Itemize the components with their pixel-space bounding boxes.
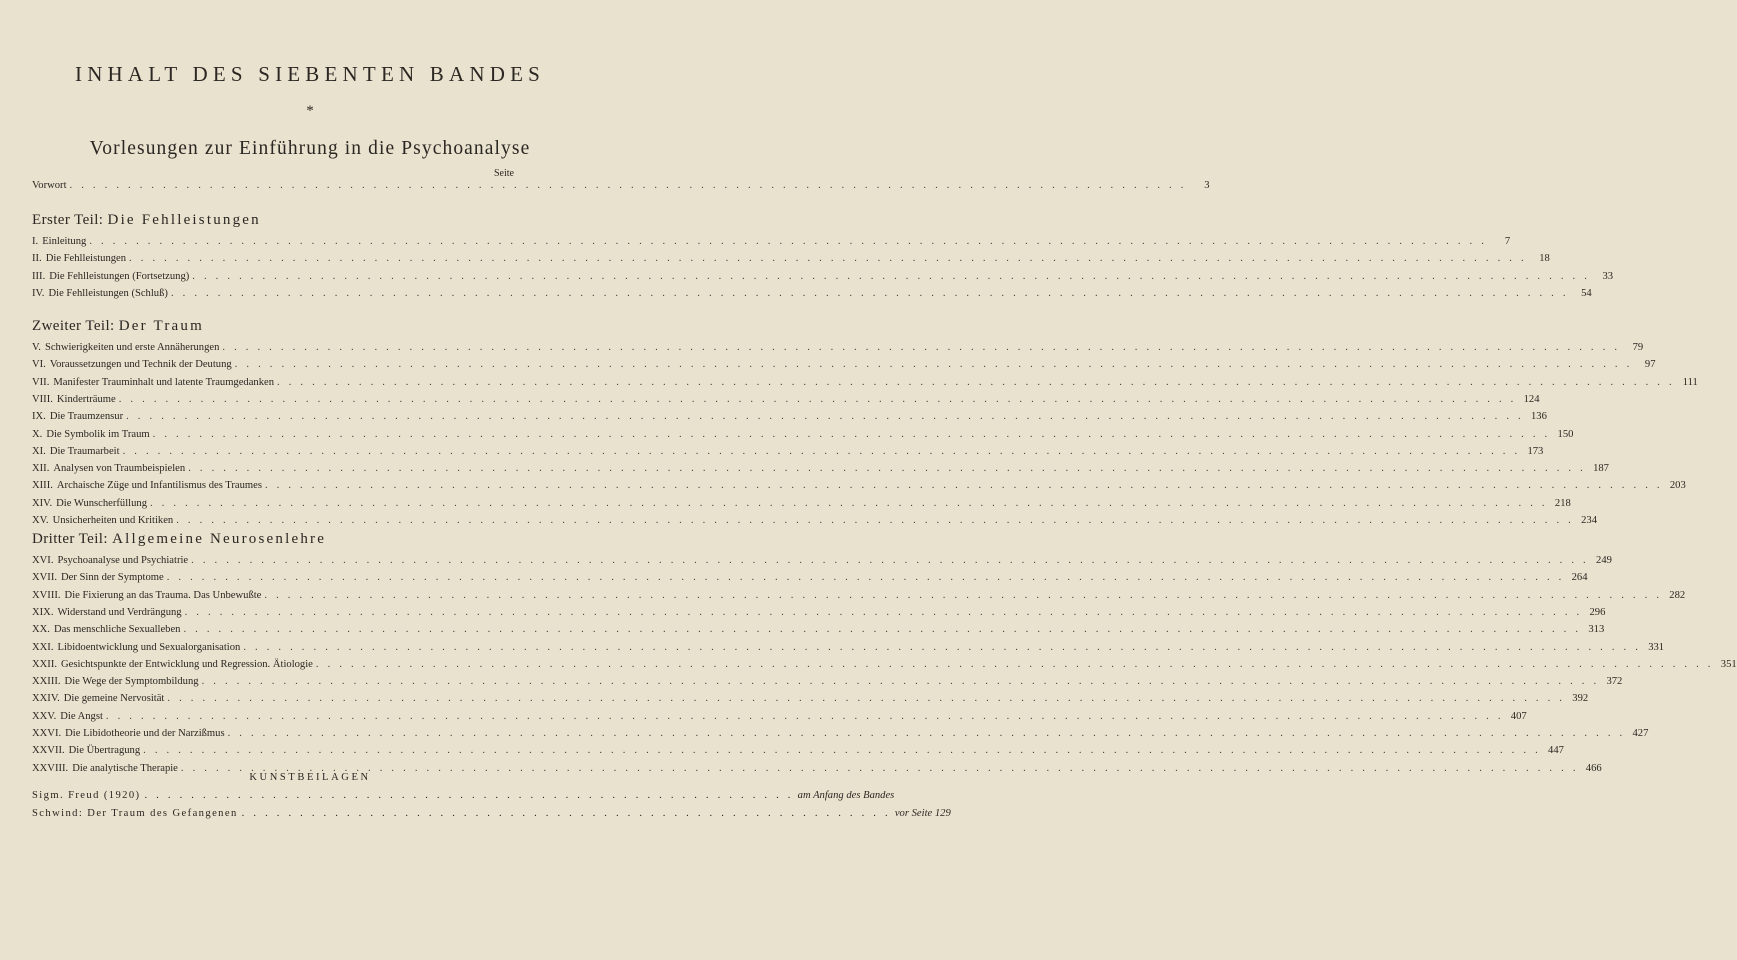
chapter-number: II.	[32, 253, 42, 265]
entry-title: Manifester Trauminhalt und latente Traumgedanken	[53, 376, 275, 388]
entry-page: 136	[1531, 411, 1547, 423]
leader-dots: . . . . . . . . . . . . . . . . . . . . . . . . . . . . . . . . . . . . . . . . . . . . . . . . . . . . . . . . . . . . . . . . . . . . . . . . . . . . . . . . . . . . . . . . . . . . . . . . . . . . . . . . . . . . . . . . . . . . . . . .	[126, 411, 1524, 423]
leader-dots: . . . . . . . . . . . . . . . . . . . . . . . . . . . . . . . . . . . . . . . . . . . . . . . . . . . . . . . . . . . . . . . . . . . . . . . . . . . . . . . . . . . . . . . . . . . . . . . . . . . . . . . . . . . . . . . . . . . . . . . .	[89, 236, 1488, 247]
entry-title: Die gemeine Nervosität	[63, 693, 165, 705]
toc-entry	[32, 555, 1612, 571]
toc-entry	[32, 658, 1737, 675]
entry-page: 111	[1682, 376, 1698, 388]
chapter-number: XXVIII.	[32, 762, 69, 774]
chapter-number: XVII.	[32, 572, 58, 584]
toc-entry	[32, 342, 1644, 358]
chapter-number: I.	[32, 236, 39, 247]
leader-dots: . . . . . . . . . . . . . . . . . . . . . . . . . . . . . . . . . . . . . . . . . . . . . . . . . . . . . . . . . . . . . . . . . . . . . . . . . . . . . . . . . . . . . . . . . . . . . . . . . . . . . . . . . . . . . . . . . . . . . . . .	[152, 428, 1551, 440]
leader-dots: . . . . . . . . . . . . . . . . . . . . . . . . . . . . . . . . . . . . . . . . . . . . . . . . . . . . . . . . . . . . . . . . . . . . . . . . . . . . . . . . . . . . . . . . . . . . . . . . . . . . . . . . . . . . . . . . . . . . . . . .	[118, 393, 1517, 405]
plate-entry	[32, 808, 951, 824]
entry-page: 372	[1606, 676, 1623, 688]
leader-dots: . . . . . . . . . . . . . . . . . . . . . . . . . . . . . . . . . . . . . . . . . . . . . . . . . . . . . . . . . . . . . . . . . . . . . . . . . . . . . . . . . . . . . . . . . . . . . . . . . . . . . . . . . . . . . . . . . . . . . . . .	[183, 624, 1582, 636]
leader-dots: . . . . . . . . . . . . . . . . . . . . . . . . . . . . . . . . . . . . . . . . . . . . . . . . . . . . . . . . . . . . . . . . . . . . . . . . . . . . . . . . . . . . . . . . . . . . . . . . . . . . . . . . . . . . . . . . . . . . . . . .	[315, 658, 1714, 670]
leader-dots: . . . . . . . . . . . . . . . . . . . . . . . . . . . . . . . . . . . . . . . . . . . . . . . . . . . . . . . .	[144, 790, 794, 801]
entry-page: 407	[1510, 710, 1527, 722]
plate-entry	[32, 790, 895, 806]
plate-label: Schwind: Der Traum des Gefangenen	[32, 808, 238, 819]
entry-title: Vorwort	[32, 180, 67, 191]
entry-title: Die Traumzensur	[49, 411, 124, 423]
chapter-number: XV.	[32, 515, 49, 526]
toc-entry	[32, 693, 1589, 709]
entry-page: 234	[1581, 515, 1597, 526]
entry-title: Psychoanalyse und Psychiatrie	[57, 555, 189, 566]
entry-title: Die Fixierung an das Trauma. Das Unbewußte	[64, 589, 262, 601]
toc-entry	[32, 745, 1564, 761]
ornament: *	[306, 103, 314, 119]
entry-page: 203	[1669, 480, 1686, 492]
entry-page: 392	[1572, 693, 1589, 705]
leader-dots: . . . . . . . . . . . . . . . . . . . . . . . . . . . . . . . . . . . . . . . . . . . . . . . . . . . . . . . . . . . . . . . . . . . . . . . . . . . . . . . . . . . . . . . . . . . . . . . . . . . . . . . . . . . . . . . . . . . . . . . .	[180, 762, 1579, 774]
chapter-number: XXIII.	[32, 676, 61, 688]
entry-title: Voraussetzungen und Technik der Deutung	[49, 359, 232, 371]
chapter-number: XIX.	[32, 606, 54, 618]
leader-dots: . . . . . . . . . . . . . . . . . . . . . . . . . . . . . . . . . . . . . . . . . . . . . . . . . . . . . . . . . . . . . . . . . . . . . . . . . . . . . . . . . . . . . . . . . . . . . . . . . . . . . . . . . . . . . . . . . . . . . . . .	[176, 515, 1574, 526]
toc-entry	[32, 428, 1574, 445]
chapter-number: III.	[32, 270, 46, 282]
entry-page: 97	[1644, 359, 1656, 371]
entry-title: Archaische Züge und Infantilismus des Traumes	[56, 480, 262, 492]
part-prefix: Zweiter Teil:	[32, 318, 115, 334]
chapter-number: XXV.	[32, 710, 57, 722]
entry-title: Gesichtspunkte der Entwicklung und Regression. Ätiologie	[61, 658, 313, 670]
part-prefix: Dritter Teil:	[32, 531, 108, 547]
entry-page: 282	[1669, 589, 1686, 601]
chapter-number: V.	[32, 342, 41, 353]
plates-heading: KUNSTBEILAGEN	[249, 772, 371, 783]
entry-page: 313	[1588, 624, 1605, 636]
entry-title: Libidoentwicklung und Sexualorganisation	[57, 641, 241, 653]
chapter-number: XI.	[32, 445, 46, 457]
toc-entry	[32, 287, 1592, 304]
plate-position: am Anfang des Bandes	[797, 790, 895, 801]
entry-page: 296	[1589, 606, 1606, 618]
entry-title: Die Fehlleistungen	[45, 253, 127, 265]
leader-dots: . . . . . . . . . . . . . . . . . . . . . . . . . . . . . . . . . . . . . . . . . . . . . . . . . . . . . . . . . . . . . . . . . . . . . . . . . . . . . . . . . . . . . . . . . . . . . . . . . . . . . . . . . . . . . . . . . . . . . . . .	[191, 555, 1589, 566]
leader-dots: . . . . . . . . . . . . . . . . . . . . . . . . . . . . . . . . . . . . . . . . . . . . . . . . . . . . . . . . . . . . . . . . . . . . . . . . . . . . . . . . . . . . . . . . . . . . . . . . . . . . . . . . . . . . . . . . . . . . . . . .	[201, 676, 1600, 688]
leader-dots: . . . . . . . . . . . . . . . . . . . . . . . . . . . . . . . . . . . . . . . . . . . . . . . . . . . . . . . . . . . . . . . . . . . . . . . . . . . . . . . . . . . . . . . . . . . . . . . . . . . . . . . . . . . . . . . . . . . . . . . .	[122, 445, 1521, 457]
entry-page: 7	[1504, 236, 1511, 247]
chapter-number: IX.	[32, 411, 46, 423]
entry-page: 54	[1581, 287, 1592, 299]
toc-entry	[32, 463, 1609, 479]
part-heading	[32, 318, 204, 335]
chapter-number: XIII.	[32, 480, 53, 492]
toc-entry	[32, 376, 1698, 393]
leader-dots: . . . . . . . . . . . . . . . . . . . . . . . . . . . . . . . . . . . . . . . . . . . . . . . . . . . . . . . . . . . . . . . . . . . . . . . . . . . . . . . . . . . . . . . . . . . . . . . . . . . . . . . . . . . . . . . . . . . . . . . .	[227, 728, 1626, 739]
entry-title: Die Symbolik im Traum	[46, 428, 150, 440]
leader-dots: . . . . . . . . . . . . . . . . . . . . . . . . . . . . . . . . . . . . . . . . . . . . . . . . . . . . . . . . . . . . . . . . . . . . . . . . . . . . . . . . . . . . . . . . . . . . . . . . . . . . . . . . . . . . . . . . . . . . . . . .	[222, 342, 1621, 353]
entry-page: 264	[1571, 572, 1588, 584]
leader-dots: . . . . . . . . . . . . . . . . . . . . . . . . . . . . . . . . . . . . . . . . . . . . . . . . . . . . . . . . . . . . . . . . . . . . . . . . . . . . . . . . . . . . . . . . . . . . . . . . . . . . . . . . . . . . . . . . . . . . . . . .	[264, 480, 1663, 492]
toc-entry	[32, 624, 1605, 640]
chapter-number: XXVII.	[32, 745, 65, 757]
toc-entry	[32, 236, 1511, 252]
entry-page: 18	[1539, 253, 1550, 265]
leader-dots: . . . . . . . . . . . . . . . . . . . . . . . . . . . . . . . . . . . . . . . . . . . . . . . . . . . . . . . . . . . . . . . . . . . . . . . . . . . . . . . . . . . . . . . . . . . . . . . .	[69, 180, 1187, 191]
page-column-label: Seite	[494, 168, 514, 179]
chapter-number: XXIV.	[32, 693, 60, 705]
entry-title: Die Fehlleistungen (Schluß)	[48, 287, 168, 299]
chapter-number: XVIII.	[32, 589, 61, 601]
entry-page: 3	[1204, 180, 1210, 191]
leader-dots: . . . . . . . . . . . . . . . . . . . . . . . . . . . . . . . . . . . . . . . . . . . . . . . . . . . . . . . . . . . . . . . . . . . . . . . . . . . . . . . . . . . . . . . . . . . . . . . . . . . . . . . . . . . . . . . . . . . . . . . .	[192, 270, 1591, 282]
entry-page: 427	[1632, 728, 1649, 739]
entry-title: Analysen von Traumbeispielen	[53, 463, 186, 475]
leader-dots: . . . . . . . . . . . . . . . . . . . . . . . . . . . . . . . . . . . . . . . . . . . . . . . . . . . . . . . . . . . . . . . . . . . . . . . . . . . . . . . . . . . . . . . . . . . . . . . . . . . . . . . . . . . . . . . . . . . . . . . .	[264, 589, 1663, 601]
entry-title: Die Angst	[60, 710, 103, 722]
part-name: Allgemeine Neurosenlehre	[112, 531, 327, 547]
entry-title: Kinderträume	[56, 393, 116, 405]
entry-page: 331	[1648, 641, 1665, 653]
toc-entry	[32, 710, 1527, 727]
toc-entry	[32, 411, 1547, 427]
leader-dots: . . . . . . . . . . . . . . . . . . . . . . . . . . . . . . . . . . . . . . . . . . . . . . . . . . . . . . . .	[241, 808, 891, 819]
chapter-number: XXI.	[32, 641, 54, 653]
work-title: Vorlesungen zur Einführung in die Psychoanalyse	[89, 138, 531, 159]
entry-title: Das menschliche Sexualleben	[53, 624, 181, 636]
entry-page: 447	[1548, 745, 1564, 757]
chapter-number: XII.	[32, 463, 50, 475]
chapter-number: VII.	[32, 376, 50, 388]
toc-entry	[32, 497, 1571, 514]
entry-title: Die analytische Therapie	[72, 762, 178, 774]
leader-dots: . . . . . . . . . . . . . . . . . . . . . . . . . . . . . . . . . . . . . . . . . . . . . . . . . . . . . . . . . . . . . . . . . . . . . . . . . . . . . . . . . . . . . . . . . . . . . . . . . . . . . . . . . . . . . . . . . . . . . . . .	[277, 376, 1675, 388]
entry-page: 79	[1632, 342, 1644, 353]
entry-title: Die Traumarbeit	[49, 445, 120, 457]
entry-title: Die Fehlleistungen (Fortsetzung)	[49, 270, 190, 282]
entry-title: Widerstand und Verdrängung	[57, 606, 182, 618]
entry-page: 33	[1602, 270, 1614, 282]
toc-entry	[32, 253, 1550, 269]
leader-dots: . . . . . . . . . . . . . . . . . . . . . . . . . . . . . . . . . . . . . . . . . . . . . . . . . . . . . . . . . . . . . . . . . . . . . . . . . . . . . . . . . . . . . . . . . . . . . . . . . . . . . . . . . . . . . . . . . . . . . . . .	[150, 497, 1548, 509]
leader-dots: . . . . . . . . . . . . . . . . . . . . . . . . . . . . . . . . . . . . . . . . . . . . . . . . . . . . . . . . . . . . . . . . . . . . . . . . . . . . . . . . . . . . . . . . . . . . . . . . . . . . . . . . . . . . . . . . . . . . . . . .	[184, 606, 1583, 618]
entry-title: Schwierigkeiten und erste Annäherungen	[44, 342, 220, 353]
chapter-number: XXVI.	[32, 728, 62, 739]
leader-dots: . . . . . . . . . . . . . . . . . . . . . . . . . . . . . . . . . . . . . . . . . . . . . . . . . . . . . . . . . . . . . . . . . . . . . . . . . . . . . . . . . . . . . . . . . . . . . . . . . . . . . . . . . . . . . . . . . . . . . . . .	[166, 572, 1565, 584]
toc-entry	[32, 641, 1665, 658]
leader-dots: . . . . . . . . . . . . . . . . . . . . . . . . . . . . . . . . . . . . . . . . . . . . . . . . . . . . . . . . . . . . . . . . . . . . . . . . . . . . . . . . . . . . . . . . . . . . . . . . . . . . . . . . . . . . . . . . . . . . . . . .	[243, 641, 1642, 653]
part-heading	[32, 531, 326, 548]
entry-page: 249	[1596, 555, 1612, 566]
chapter-number: XXII.	[32, 658, 58, 670]
toc-entry	[32, 572, 1588, 588]
toc-entry-preface	[32, 180, 1210, 196]
entry-title: Die Wege der Symptombildung	[64, 676, 199, 688]
entry-page: 218	[1554, 497, 1571, 509]
part-name: Die Fehlleistungen	[107, 212, 261, 228]
toc-entry	[32, 393, 1540, 410]
volume-title: INHALT DES SIEBENTEN BANDES	[75, 62, 545, 86]
plate-label: Sigm. Freud (1920)	[32, 790, 141, 801]
entry-title: Die Wunscherfüllung	[56, 497, 147, 509]
plate-position: vor Seite 129	[894, 808, 951, 819]
toc-entry	[32, 515, 1597, 531]
entry-page: 124	[1523, 393, 1540, 405]
toc-entry	[32, 270, 1614, 287]
chapter-number: XX.	[32, 624, 50, 636]
entry-title: Die Libidotheorie und der Narzißmus	[65, 728, 225, 739]
leader-dots: . . . . . . . . . . . . . . . . . . . . . . . . . . . . . . . . . . . . . . . . . . . . . . . . . . . . . . . . . . . . . . . . . . . . . . . . . . . . . . . . . . . . . . . . . . . . . . . . . . . . . . . . . . . . . . . . . . . . . . . .	[234, 359, 1633, 371]
toc-entry	[32, 359, 1656, 375]
entry-title: Unsicherheiten und Kritiken	[52, 515, 174, 526]
leader-dots: . . . . . . . . . . . . . . . . . . . . . . . . . . . . . . . . . . . . . . . . . . . . . . . . . . . . . . . . . . . . . . . . . . . . . . . . . . . . . . . . . . . . . . . . . . . . . . . . . . . . . . . . . . . . . . . . . . . . . . . .	[105, 710, 1504, 722]
chapter-number: X.	[32, 428, 43, 440]
chapter-number: VI.	[32, 359, 46, 371]
entry-page: 173	[1527, 445, 1544, 457]
leader-dots: . . . . . . . . . . . . . . . . . . . . . . . . . . . . . . . . . . . . . . . . . . . . . . . . . . . . . . . . . . . . . . . . . . . . . . . . . . . . . . . . . . . . . . . . . . . . . . . . . . . . . . . . . . . . . . . . . . . . . . . .	[167, 693, 1566, 705]
toc-entry	[32, 445, 1544, 462]
toc-entry	[32, 728, 1649, 744]
toc-entry	[32, 606, 1606, 623]
leader-dots: . . . . . . . . . . . . . . . . . . . . . . . . . . . . . . . . . . . . . . . . . . . . . . . . . . . . . . . . . . . . . . . . . . . . . . . . . . . . . . . . . . . . . . . . . . . . . . . . . . . . . . . . . . . . . . . . . . . . . . . .	[143, 745, 1541, 757]
chapter-number: XVI.	[32, 555, 54, 566]
entry-page: 187	[1593, 463, 1609, 475]
leader-dots: . . . . . . . . . . . . . . . . . . . . . . . . . . . . . . . . . . . . . . . . . . . . . . . . . . . . . . . . . . . . . . . . . . . . . . . . . . . . . . . . . . . . . . . . . . . . . . . . . . . . . . . . . . . . . . . . . . . . . . . .	[129, 253, 1527, 265]
leader-dots: . . . . . . . . . . . . . . . . . . . . . . . . . . . . . . . . . . . . . . . . . . . . . . . . . . . . . . . . . . . . . . . . . . . . . . . . . . . . . . . . . . . . . . . . . . . . . . . . . . . . . . . . . . . . . . . . . . . . . . . .	[188, 463, 1586, 475]
toc-entry	[32, 480, 1686, 496]
chapter-number: IV.	[32, 287, 45, 299]
entry-title: Die Übertragung	[68, 745, 141, 757]
entry-page: 150	[1557, 428, 1574, 440]
part-prefix: Erster Teil:	[32, 212, 104, 228]
chapter-number: VIII.	[32, 393, 53, 405]
entry-title: Einleitung	[42, 236, 87, 247]
toc-entry	[32, 589, 1686, 606]
toc-entry	[32, 676, 1623, 692]
part-heading	[32, 212, 261, 229]
entry-page: 351	[1720, 658, 1737, 670]
entry-page: 466	[1585, 762, 1602, 774]
chapter-number: XIV.	[32, 497, 53, 509]
leader-dots: . . . . . . . . . . . . . . . . . . . . . . . . . . . . . . . . . . . . . . . . . . . . . . . . . . . . . . . . . . . . . . . . . . . . . . . . . . . . . . . . . . . . . . . . . . . . . . . . . . . . . . . . . . . . . . . . . . . . . . . .	[170, 287, 1569, 299]
entry-title: Der Sinn der Symptome	[61, 572, 164, 584]
part-name: Der Traum	[118, 318, 204, 334]
